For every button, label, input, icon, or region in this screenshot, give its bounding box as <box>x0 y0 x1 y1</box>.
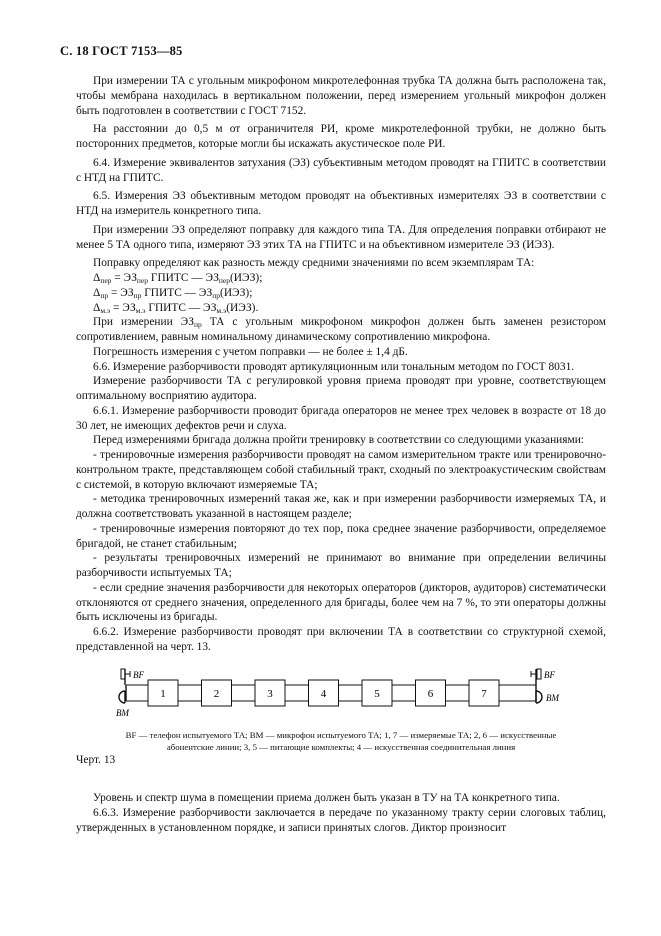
list-item: - методика тренировочных измерений такая же, как и при измерении разборчивости измеряемых ТА, и должна соответствовать указанной в настоящем разделе; <box>76 493 606 520</box>
document-body <box>76 74 606 836</box>
left-microphone-icon <box>119 691 125 703</box>
diagram-block-label: 5 <box>374 687 380 700</box>
formula: $\Delta_{м.э} = ЭЗ_{м.э}$ ГПИТС — $ЭЗ_{м.э}(ИЭЗ)$. <box>93 301 259 315</box>
right-telephone-icon <box>531 669 541 685</box>
caption-line: абонентские линии; 3, 5 — питающие комплекты; 4 — искусственная соединительная линия <box>166 741 516 752</box>
paragraph: 6.6.2. Измерение разборчивости проводят при включении ТА в соответствии со структурной схемой, представленной на черт. 13. <box>76 626 606 653</box>
formula: $\Delta_{пр} = ЭЗ_{пр}$ ГПИТС — $ЭЗ_{пр}(ИЭЗ)$; <box>93 286 253 300</box>
caption-line: BF — телефон испытуемого ТА; BM — микрофон испытуемого ТА; 1, 7 — измеряемые ТА; 2, 6 — искусственные <box>125 729 557 740</box>
diagram-block-label: 3 <box>267 687 273 700</box>
block-diagram <box>76 665 606 723</box>
paragraph: Измерение разборчивости ТА с регулировкой уровня приема проводят при уровне, соответствующем оптимальному восприятию аудитора. <box>76 375 606 402</box>
diagram-block-label: 6 <box>427 687 434 700</box>
paragraph: 6.6.1. Измерение разборчивости проводит бригада операторов не менее трех человек в возрасте от 18 до 30 лет, не имеющих дефектов речи и слуха. <box>76 404 606 432</box>
left-bf-label: BF <box>133 669 144 680</box>
paragraph: На расстоянии до 0,5 м от ограничителя РИ, кроме микротелефонной трубки, не должно быть посторонних предметов, которые могли бы искажать акустическое поле РИ. <box>76 123 606 150</box>
list-item: - результаты тренировочных измерений не принимают во внимание при определении величины разборчивости испытуемых ТА; <box>76 552 606 579</box>
diagram-block-label: 1 <box>160 687 166 700</box>
paragraph: 6.6. Измерение разборчивости проводят артикуляционным или тональным методом по ГОСТ 8031. <box>93 360 575 373</box>
diagram-block-label: 2 <box>213 687 220 700</box>
paragraph: 6.5. Измерения ЭЗ объективным методом проводят на объективных измерителях ЭЗ в соответствии с НТД на измеритель конкретного типа. <box>76 190 606 217</box>
page-header: С. 18 ГОСТ 7153—85 <box>60 44 183 58</box>
list-item: - тренировочные измерения разборчивости проводят на самом измерительном тракте или тренировочно-контрольном тракте, представляющем собой стабильный тракт, сходный по электроакустическим свойствам с системой, в которую включают измеряемые ТА; <box>76 449 606 491</box>
paragraph: Поправку определяют как разность между средними значениями по всем экземплярам ТА: <box>93 257 535 270</box>
paragraph: При измерении ЭЗ определяют поправку для каждого типа ТА. Для определения поправки отбирают не менее 5 ТА одного типа, измеряют ЭЗ этих ТА на ГПИТС и на объективном измерителе ЭЗ (ИЭЗ). <box>76 223 606 251</box>
diagram-block-label: 7 <box>481 687 487 700</box>
figure-caption <box>76 729 606 753</box>
paragraph: При измерении ТА с угольным микрофоном микротелефонная трубка ТА должна быть расположена так, чтобы мембрана находилась в вертикальном положении, перед измерением угольный микрофон должен быть подготовлен в соответствии с ГОСТ 7152. <box>76 75 606 117</box>
paragraph: Уровень и спектр шума в помещении приема должен быть указан в ТУ на ТА конкретного типа. <box>93 792 560 805</box>
paragraph: 6.4. Измерение эквивалентов затухания (ЭЗ) субъективным методом проводят на ГПИТС в соответствии с НТД на ГПИТС. <box>76 156 606 184</box>
list-item: - тренировочные измерения повторяют до тех пор, пока среднее значение разборчивости, определяемое бригадой, не станет стабильным; <box>76 522 606 550</box>
diagram-block-label: 4 <box>320 687 327 700</box>
paragraph: Погрешность измерения с учетом поправки — не более ± 1,4 дБ. <box>93 345 408 358</box>
right-bf-label: BF <box>544 669 555 680</box>
figure-label: Черт. 13 <box>76 753 116 766</box>
paragraph: При измерении $ЭЗ_{пр}$ ТА с угольным микрофоном микрофон должен быть заменен резистором сопротивлением, равным номинальному динамическому сопротивлению микрофона. <box>76 316 606 343</box>
right-microphone-icon <box>536 691 542 703</box>
paragraph: 6.6.3. Измерение разборчивости заключается в передаче по указанному тракту серии слоговых таблиц, утвержденных в установленном порядке, и записи принятых слогов. Диктор произносит <box>76 807 606 834</box>
right-bm-label: BM <box>546 692 559 703</box>
left-bm-label: BM <box>116 707 129 718</box>
formula: $\Delta_{пер} = ЭЗ_{пер}$ ГПИТС — $ЭЗ_{пер}(ИЭЗ)$; <box>93 272 263 285</box>
paragraph: Перед измерениями бригада должна пройти тренировку в соответствии со следующими указаниями: <box>93 434 584 447</box>
left-telephone-icon <box>121 669 130 685</box>
list-item: - если средние значения разборчивости для некоторых операторов (дикторов, аудиторов) систематически отклоняются от среднего значения, определенного для бригады, более чем на 7 %, то эти операторы должны быть исключены из бригады. <box>76 581 606 624</box>
